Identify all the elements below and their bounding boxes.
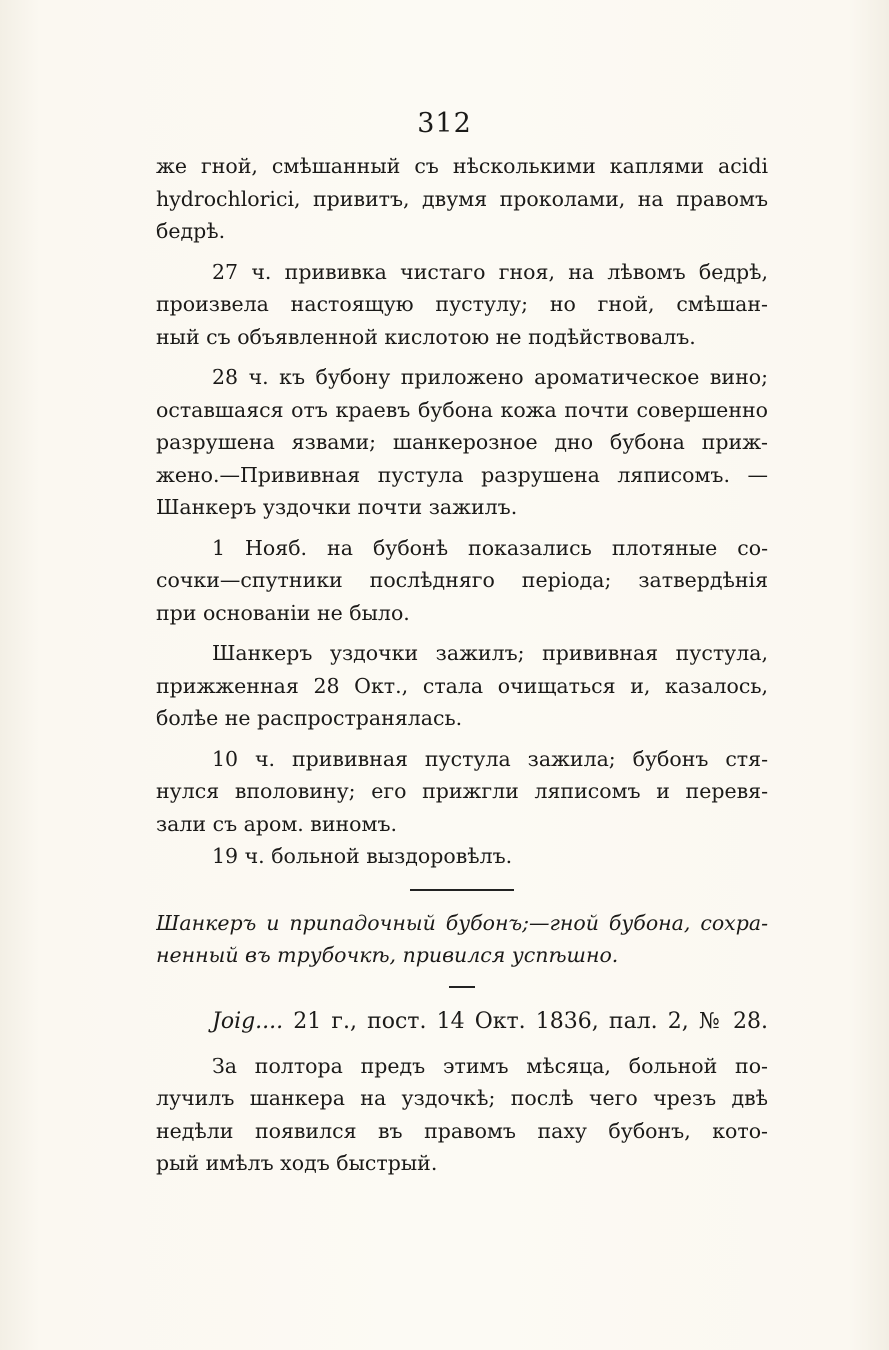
text-line: 27 ч. прививка чистаго гноя, на лѣвомъ бедрѣ, <box>212 259 768 284</box>
text-line: лучилъ шанкера на уздочкѣ; послѣ чего чрезъ двѣ <box>156 1086 768 1110</box>
text-line: жено.—Прививная пустула разрушена ляписомъ. — <box>156 462 768 487</box>
paragraph <box>156 1050 768 1180</box>
text-line: сочки—спутники послѣдняго періода; затвердѣнія <box>156 568 768 592</box>
text-line: же гной, смѣшанный съ нѣсколькими каплями acidi <box>156 154 768 178</box>
text-line: 10 ч. прививная пустула зажила; бубонъ стя- <box>212 746 768 771</box>
paragraph <box>156 637 768 735</box>
text-line: Шанкеръ уздочки зажилъ; прививная пустула, <box>212 641 768 665</box>
text-line: зали съ аром. виномъ. <box>156 811 398 836</box>
text-line: бедрѣ. <box>156 219 226 243</box>
text-line: ный съ объявленной кислотою не подѣйствовалъ. <box>156 324 696 349</box>
text-line: разрушена язвами; шанкерозное дно бубона приж- <box>156 430 768 454</box>
paragraph <box>156 150 768 248</box>
page-number: 312 <box>417 108 472 139</box>
text-line: произвела настоящую пустулу; но гной, смѣшан- <box>156 292 768 316</box>
text-line: hydrochlorici, привитъ, двумя проколами, на правомъ <box>156 186 768 211</box>
patient-name: Joig.... <box>212 1008 284 1034</box>
text-line: при основаніи не было. <box>156 600 410 625</box>
page-body <box>156 150 768 1180</box>
text-line: Шанкеръ уздочки почти зажилъ. <box>156 495 518 519</box>
section-title-line: ненный въ трубочкѣ, привился успѣшно. <box>156 943 619 967</box>
text-line: прижженная 28 Окт., стала очищаться и, казалось, <box>156 673 768 698</box>
text-line: За полтора предъ этимъ мѣсяца, больной по- <box>212 1053 768 1078</box>
text-line: 19 ч. больной выздоровѣлъ. <box>212 844 513 868</box>
section-title <box>156 907 768 972</box>
case-details: 21 г., пост. 14 Окт. 1836, пал. 2, № 28. <box>293 1008 768 1034</box>
case-header <box>156 1002 768 1042</box>
text-line: 28 ч. къ бубону приложено ароматическое вино; <box>212 365 768 389</box>
paragraph <box>156 743 768 841</box>
section-divider <box>410 889 514 891</box>
text-line: нулся вполовину; его прижгли ляписомъ и перевя- <box>156 779 768 803</box>
text-line: 1 Нояб. на бубонѣ показались плотяные со- <box>212 535 768 560</box>
text-line: рый имѣлъ ходъ быстрый. <box>156 1151 438 1175</box>
short-divider <box>449 986 475 988</box>
paragraph <box>156 532 768 630</box>
section-title-line: Шанкеръ и припадочный бубонъ;—гной бубона, сохра- <box>156 910 768 935</box>
text-line: недѣли появился въ правомъ паху бубонъ, кото- <box>156 1118 768 1143</box>
paragraph <box>156 256 768 354</box>
text-line: оставшаяся отъ краевъ бубона кожа почти совершенно <box>156 397 768 422</box>
paragraph <box>156 840 768 873</box>
text-line: болѣе не распространялась. <box>156 706 463 730</box>
paragraph <box>156 361 768 524</box>
